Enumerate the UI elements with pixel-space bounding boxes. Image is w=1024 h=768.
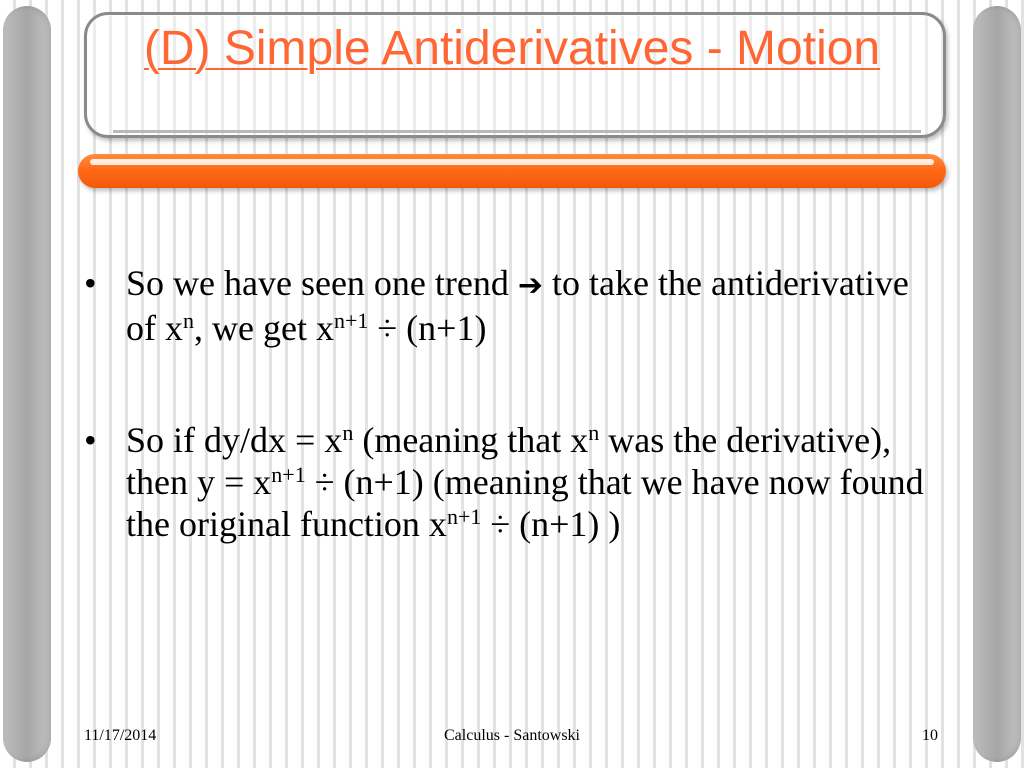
bullet-1-text-1: So we have seen one trend: [126, 263, 518, 303]
bullet-item-1: [84, 262, 930, 349]
bullet-2-text-5: ÷ (n+1) ): [481, 504, 621, 544]
bullet-2-text-3: was the derivative), then y = x: [126, 420, 892, 502]
bullet-item-2: [84, 419, 930, 545]
footer-date: 11/17/2014: [84, 727, 157, 744]
bullet-1-exponent-1: n: [183, 308, 194, 333]
title-frame-underline: [113, 130, 921, 133]
slide-title-text: (D) Simple Antiderivatives - Motion: [143, 22, 881, 75]
bullet-2-exponent-4: n+1: [446, 504, 482, 529]
bullet-marker: •: [84, 263, 97, 303]
bullet-1-text-4: ÷ (n+1): [368, 308, 487, 348]
slide-title: [84, 20, 940, 78]
bullet-list: [84, 262, 930, 545]
bullet-2-text-1: So if dy/dx = x: [126, 420, 343, 460]
left-side-bar: [3, 6, 51, 762]
bullet-2-exponent-3: n+1: [271, 462, 306, 487]
footer-title: Calculus - Santowski: [444, 727, 580, 744]
bullet-marker: •: [84, 420, 97, 460]
bullet-2-exponent-2: n: [588, 420, 600, 445]
bullet-1-text-2: to take the antiderivative of x: [126, 263, 909, 348]
bullet-1-text-3: , we get x: [194, 308, 334, 348]
bullet-1-exponent-2: n+1: [333, 308, 369, 333]
bullet-2-text-4: ÷ (n+1) (meaning that we have now found the original function x: [126, 462, 924, 544]
orange-accent-bar: [78, 154, 946, 188]
bullet-2-exponent-1: n: [342, 420, 354, 445]
right-side-bar: [973, 6, 1021, 762]
bullet-2-text-2: (meaning that x: [353, 420, 589, 460]
accent-bar-highlight: [90, 159, 934, 165]
page-number: 10: [922, 727, 938, 744]
right-arrow-icon: ➔: [517, 268, 544, 303]
